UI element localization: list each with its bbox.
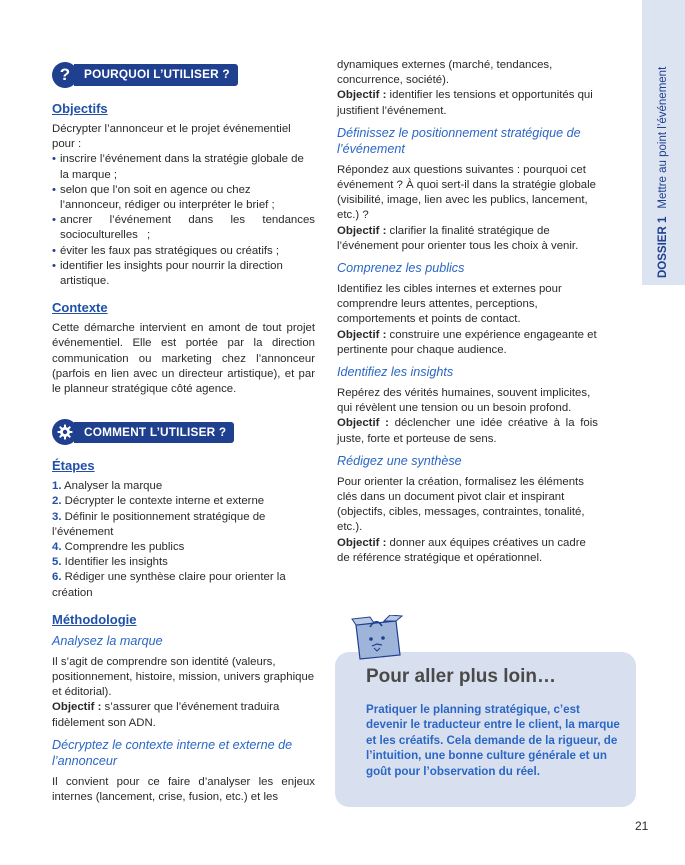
m2-objective [337,88,598,118]
objective-label: Objectif : [337,328,387,341]
step-number: 2. [52,495,62,508]
objective-label: Objectif : [337,417,389,430]
m6-text: Pour orienter la création, formalisez les éléments clés dans un document pivot clair et inspirant (objectifs, cibles, messages, contraintes, tonalité, etc.). [337,475,585,534]
m1-title: Analysez la marque [52,633,163,648]
why-section-title: POURQUOI L’UTILISER ? [74,64,238,85]
objective-text: donner aux équipes créatives un cadre de référence stratégique et opérationnel. [337,536,586,564]
m4-text: Identifiez les cibles internes et externes pour comprendre leurs attentes, perceptions, comportements et points de contact. [337,283,562,326]
m2-title: Décryptez le contexte interne et externe de l’annonceur [52,737,293,768]
objective-label: Objectif : [337,89,387,102]
m5-title: Identifiez les insights [337,365,454,380]
left-column [52,62,315,805]
objective-label: Objectif : [337,224,387,237]
objective-text: s’assurer que l’événement traduira fidèlement son ADN. [52,701,280,729]
m3-text: Répondez aux questions suivantes : pourquoi cet événement ? À quoi sert-il dans la stratégie globale (visibilité, image, lien avec les publics, lancement, etc.) ? [337,163,596,222]
m4-objective [337,328,598,358]
step-text: Décrypter le contexte interne et externe [64,495,265,508]
right-column [337,58,598,566]
step-text: Rédiger une synthèse claire pour orienter la création [52,571,286,599]
list-item: • ancrer l’événement dans les tendances socioculturelles ; [52,213,315,243]
m3-objective [337,224,598,254]
step-text: Comprendre les publics [64,541,185,554]
etapes-heading: Étapes [52,458,95,474]
objective-text: construire une expérience engageante et pertinente pour chaque audience. [337,328,597,356]
step-text: Analyser la marque [64,480,163,493]
page-number: 21 [635,819,649,833]
step-text: Identifier les insights [64,556,168,569]
m1-objective [52,700,315,730]
m2-text: Il convient pour ce faire d’analyser les enjeux internes (lancement, crise, fusion, etc.) et les [52,775,315,804]
step-number: 3. [52,510,62,523]
objective-text: clarifier la finalité stratégique de l’événement pour orienter tous les choix à venir. [337,224,579,252]
list-item: • éviter les faux pas stratégiques ou créatifs ; [52,244,315,259]
list-item: • identifier les insights pour nourrir la direction artistique. [52,259,315,289]
list-item [52,555,315,570]
m5-text: Repérez des vérités humaines, souvent implicites, qui révèlent une tension ou un besoin profond. [337,387,591,415]
objectifs-intro: Décrypter l’annonceur et le projet événementiel pour : [52,123,291,151]
step-number: 1. [52,480,62,493]
list-item [52,510,315,540]
step-number: 6. [52,571,62,584]
list-item [52,479,315,494]
step-number: 4. [52,541,62,554]
list-item [52,494,315,509]
step-text: Définir le positionnement stratégique de l’événement [52,510,266,538]
m2-text-continued: dynamiques externes (marché, tendances, concurrence, société). [337,59,553,87]
objective-label: Objectif : [337,536,387,549]
why-section-header [52,62,315,88]
further-text: Pratiquer le planning stratégique, c’est devenir le traducteur entre le client, la marque et les créatifs. Cela demande de la rigueur, de l’intuition, une bonne culture générale et un goût pour l’observation du réel. [366,703,620,778]
list-item: • inscrire l’événement dans la stratégie globale de la marque ; [52,152,315,182]
further-title: Pour aller plus loin… [366,666,557,687]
how-section-title: COMMENT L’UTILISER ? [74,422,234,443]
contexte-heading: Contexte [52,300,108,316]
list-item [52,540,315,555]
list-item: • selon que l’on soit en agence ou chez l’annonceur, rédiger ou interpréter le brief ; [52,183,315,213]
objective-label: Objectif : [52,701,102,714]
m6-title: Rédigez une synthèse [337,453,462,468]
further-box [335,652,636,807]
question-icon: ? [52,62,78,88]
dossier-label: DOSSIER 1 [657,216,669,278]
objective-text: identifier les tensions et opportunités qui justifient l’événement. [337,89,593,117]
objectifs-list [52,152,315,289]
m4-title: Comprenez les publics [337,261,465,276]
steps-list [52,479,315,601]
shopping-bag-icon [350,615,404,661]
list-item [52,570,315,600]
step-number: 5. [52,556,62,569]
m6-objective [337,536,598,566]
objectifs-heading: Objectifs [52,101,108,116]
dossier-subtitle: Mettre au point l’événement [657,66,669,209]
m3-title: Définissez le positionnement stratégique de l’événement [337,125,581,156]
objective-text: déclencher une idée créative à la fois juste, forte et porteuse de sens. [337,417,598,445]
contexte-text: Cette démarche intervient en amont de tout projet événementiel. Elle est portée par la direction communication ou marketing chez l’annonceur (parfois en lien avec un directeur artistique), et par le planneur stratégique côté agence. [52,322,315,396]
side-tab-label [652,67,674,278]
methodologie-heading: Méthodologie [52,611,137,627]
m5-objective [337,416,598,446]
how-section-header [52,419,315,445]
m1-text: Il s’agit de comprendre son identité (valeurs, positionnement, histoire, mission, univers graphique et éditorial). [52,655,315,699]
